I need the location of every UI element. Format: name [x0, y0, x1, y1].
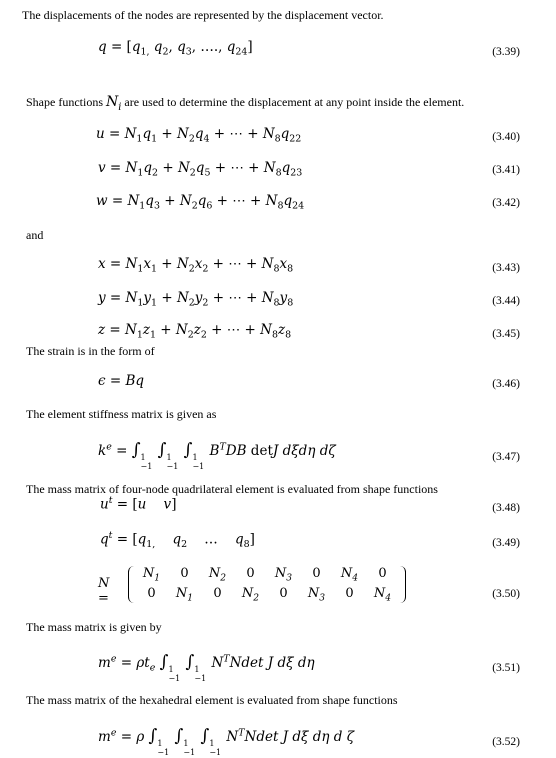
shape-function-matrix — [128, 566, 406, 603]
equation-number: (3.48) — [492, 502, 520, 514]
paragraph-mass-hexahedral: The mass matrix of the hexahedral element is evaluated from shape functions — [26, 693, 398, 707]
equation-number: (3.50) — [492, 588, 520, 600]
matrix-cell: $N_3$ — [274, 566, 293, 584]
equation-3-47: $k^e$ = ∫ 1 −1 ∫ 1 −1 ∫ 1 −1 $B^TDB$ detJ dξdη dζ — [98, 440, 336, 471]
equation-3-49: $q^t = [q_{1,}$ $q_2$ … $q_8$] — [100, 530, 255, 551]
equation-3-43: $x = N_1x_1 + N_2x_2$ + ⋯ + $N_8x_8$ — [98, 256, 294, 275]
paragraph-mass-matrix: The mass matrix is given by — [26, 620, 162, 634]
matrix-cell: $N_2$ — [208, 566, 227, 584]
equation-number: (3.46) — [492, 378, 520, 390]
matrix-cell: 0 — [279, 585, 288, 601]
equation-3-44: $y = N_1y_1 + N_2y_2$ + ⋯ + $N_8y_8$ — [98, 290, 294, 309]
matrix-cell: $N_4$ — [340, 566, 359, 584]
matrix-cell: 0 — [213, 585, 222, 601]
matrix-cell: 0 — [345, 585, 354, 601]
paragraph-mass-quadrilateral: The mass matrix of four-node quadrilateral element is evaluated from shape functions — [26, 482, 438, 496]
equation-number: (3.52) — [492, 736, 520, 748]
matrix-cell: 0 — [378, 566, 387, 581]
equation-3-40: $u = N_1q_1 + N_2q_4$ + ⋯ + $N_8q_{22}$ — [96, 126, 302, 145]
equation-3-39: $q = [q_{1,}$ $q_2$, $q_3$, …., $q_{24}$] — [98, 39, 253, 58]
matrix-cell: $N_2$ — [241, 585, 260, 604]
matrix-cell: 0 — [246, 566, 255, 581]
shape-functions-text-a: Shape functions — [26, 95, 103, 109]
equation-3-42: $w = N_1q_3 + N_2q_6$ + ⋯ + $N_8q_{24}$ — [96, 193, 305, 212]
equation-number: (3.41) — [492, 164, 520, 176]
equation-3-45: $z = N_1z_1 + N_2z_2$ + ⋯ + $N_8z_8$ — [98, 322, 292, 341]
matrix-cell: $N_4$ — [373, 585, 392, 604]
shape-functions-text-b: are used to determine the displacement at any point inside the element. — [124, 95, 465, 109]
equation-number: (3.47) — [492, 451, 520, 463]
matrix-cell: $N_1$ — [142, 566, 161, 584]
equation-number: (3.51) — [492, 662, 520, 674]
equation-number: (3.44) — [492, 295, 520, 307]
equation-number: (3.42) — [492, 197, 520, 209]
equation-3-52: $m^e = \rho$ ∫ 1 −1 ∫ 1 −1 ∫ 1 −1 $N^TNdet$ J dξ dη d ζ — [98, 726, 355, 757]
equation-number: (3.49) — [492, 537, 520, 549]
equation-number: (3.39) — [492, 46, 520, 58]
equation-number: (3.45) — [492, 328, 520, 340]
matrix-cell: 0 — [147, 585, 156, 601]
paragraph-displacement-vector: The displacements of the nodes are represented by the displacement vector. — [22, 8, 384, 22]
matrix-cell: 0 — [180, 566, 189, 581]
paragraph-stiffness: The element stiffness matrix is given as — [26, 407, 217, 421]
matrix-cell: $N_1$ — [175, 585, 194, 604]
equation-3-48: $u^t = [u$ v] — [100, 495, 177, 513]
matrix-cell: 0 — [312, 566, 321, 581]
paragraph-strain: The strain is in the form of — [26, 344, 155, 358]
paragraph-shape-functions: Shape functions $N_i$ are used to determine the displacement at any point inside the element. — [26, 94, 465, 113]
equation-3-41: $v = N_1q_2 + N_2q_5$ + ⋯ + $N_8q_{23}$ — [98, 160, 303, 179]
equation-number: (3.43) — [492, 262, 520, 274]
matrix-cell: $N_3$ — [307, 585, 326, 604]
equation-3-51: $m^e = \rho t_e$ ∫ 1 −1 ∫ 1 −1 $N^TNdet$ J dξ dη — [98, 652, 315, 683]
equation-3-46: ϵ = Bq — [98, 373, 145, 389]
equation-number: (3.40) — [492, 131, 520, 143]
paragraph-and: and — [26, 228, 44, 242]
